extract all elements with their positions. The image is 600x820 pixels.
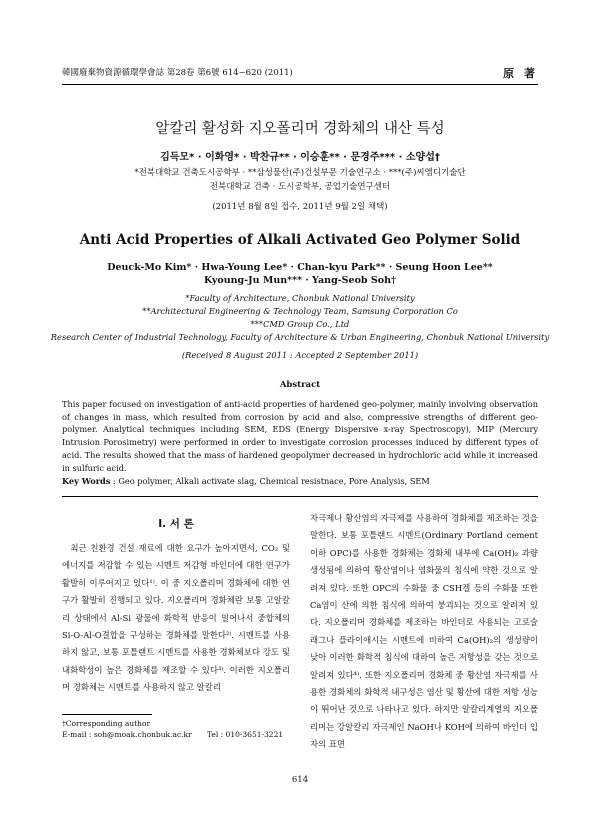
keywords-rule <box>62 496 538 497</box>
section-heading-introduction: I. 서 론 <box>158 518 194 530</box>
page-number: 614 <box>291 775 309 785</box>
korean-affiliation-1: *전북대학교 건축도시공학부 · **삼성물산(주)건설부문 기술연구소 · ***(주)씨엠디기술단 <box>134 168 466 178</box>
footnote-corresponding-author: †Corresponding author <box>62 719 151 728</box>
journal-citation: 韓國廢棄物資源循環學會誌 第28卷 第6號 614~620 (2011) <box>62 68 293 78</box>
body-column-left <box>62 540 290 697</box>
english-authors-line-2: Kyoung-Ju Mun*** · Yang-Seob Soh† <box>204 275 396 286</box>
english-received-date: (Received 8 August 2011 : Accepted 2 September 2011) <box>181 350 419 360</box>
intro-paragraph-2: 자극제나 황산염의 자극제를 사용하여 경화체를 제조하는 것을 말한다. 보통 포틀랜드 시멘트(Ordinary Portland cement 이하 OPC)를 사용한 경화체는 경화체 내부에 Ca(OH)₂ 과량 생성됨에 의하여 황산염이나 염화물의 침식에 약한 것으로 알려져 있다. 또한 OPC의 수화물 중 CSH겔 등의 수화물 또한 Ca염이 산에 의한 침식에 의하여 붕괴되는 것으로 알려져 있다. 지오폴리머 경화체를 제조하는 바인더로 사용되는 고로슬래그나 플라이애시는 시멘트에 비하여 Ca(OH)₂의 생성량이 낮아 이러한 화학적 침식에 대하여 높은 저항성을 갖는 것으로 알려져 있다⁴⁾. 또한 지오폴리머 경화체 중 황산염 자극제를 사용한 경화체의 화학적 내구성은 염산 및 황산에 대한 저항 성능이 뛰어난 것으로 나타나고 있다. 하지만 알칼리계열의 지오폴리머는 강알칼리 자극제인 NaOH나 KOH에 의하여 바인더 입자의 표면 <box>310 513 538 750</box>
running-header <box>62 66 538 82</box>
intro-paragraph-1: 최근 친환경 건설 재료에 대한 요구가 높아지면서, CO₂ 및 에너지를 저감할 수 있는 시멘트 저감형 바인더에 대한 연구가 활발히 이루어지고 있다¹⁾. 이 중 지오폴리머 경화체에 대한 연구가 활발히 진행되고 있다. 지오폴리머 경화체란 보통 고알칼리 상태에서 Al-Si 광물에 화학적 반응이 일어나서 중합체의 Si-O-Al-O결합을 구성하는 경화체를 말한다²⁾. 시멘트를 사용하지 않고, 보통 포틀랜트 시멘트를 사용한 경화체보다 강도 및 내화학성이 높은 경화체를 제조할 수 있다³⁾. 이러한 지오폴리머 경화체는 시멘트를 사용하지 않고 알칼리 <box>62 543 290 693</box>
article-type-tag: 原 著 <box>503 67 538 80</box>
keywords-list: : Geo polymer, Alkali activate slag, Chemical resistnace, Pore Analysis, SEM <box>110 476 430 486</box>
footnote-email: E-mail : soh@moak.chonbuk.ac.kr <box>62 730 192 739</box>
keywords <box>62 476 538 486</box>
english-affiliation-4: Research Center of Industrial Technology, Faculty of Architecture & Urban Engineering, Chonbuk National University <box>50 332 550 342</box>
english-affiliation-1: *Faculty of Architecture, Chonbuk National University <box>185 293 415 303</box>
keywords-label: Key Words <box>62 476 111 486</box>
footnote-tel: Tel : 010-3651-3221 <box>207 730 284 739</box>
body-column-right <box>310 510 538 754</box>
english-affiliation-3: ***CMD Group Co., Ltd <box>250 319 350 329</box>
english-authors-line-1: Deuck-Mo Kim* · Hwa-Young Lee* · Chan-kyu Park** · Seung Hoon Lee** <box>107 262 493 273</box>
korean-title: 알칼리 활성화 지오폴리머 경화체의 내산 특성 <box>155 121 445 137</box>
english-title: Anti Acid Properties of Alkali Activated Geo Polymer Solid <box>79 232 521 248</box>
abstract-body: This paper focused on investigation of anti-acid properties of hardened geo-polymer, mainly involving observation of changes in mass, which resulted from corrosion by acid and also, compressive strengths of different geo-polymer. Analytical techniques including SEM, EDS (Energy Dispersive x-ray Spectroscopy), MIP (Mercury Intrusion Porosimetry) were performed in order to investigate corrosion processes induced by different types of acid. The results showed that the mass of hardened geopolymer decreased in hydrochloric acid while it increased in sulfuric acid. <box>62 399 538 473</box>
korean-authors: 김득모* · 이화영* · 박찬규** · 이승훈** · 문경주*** · 소양섭† <box>160 152 440 163</box>
footnote-rule <box>62 714 152 715</box>
abstract-heading: Abstract <box>279 380 321 390</box>
english-affiliation-2: **Architectural Engineering & Technology Team, Samsung Corporation Co <box>142 306 458 316</box>
korean-received-date: (2011년 8월 8일 접수, 2011년 9월 2일 채택) <box>212 202 388 212</box>
footnote-contact <box>62 730 290 739</box>
header-rule <box>62 84 538 85</box>
korean-affiliation-2: 전북대학교 건축 · 도시공학부, 공업기술연구센터 <box>209 182 391 192</box>
